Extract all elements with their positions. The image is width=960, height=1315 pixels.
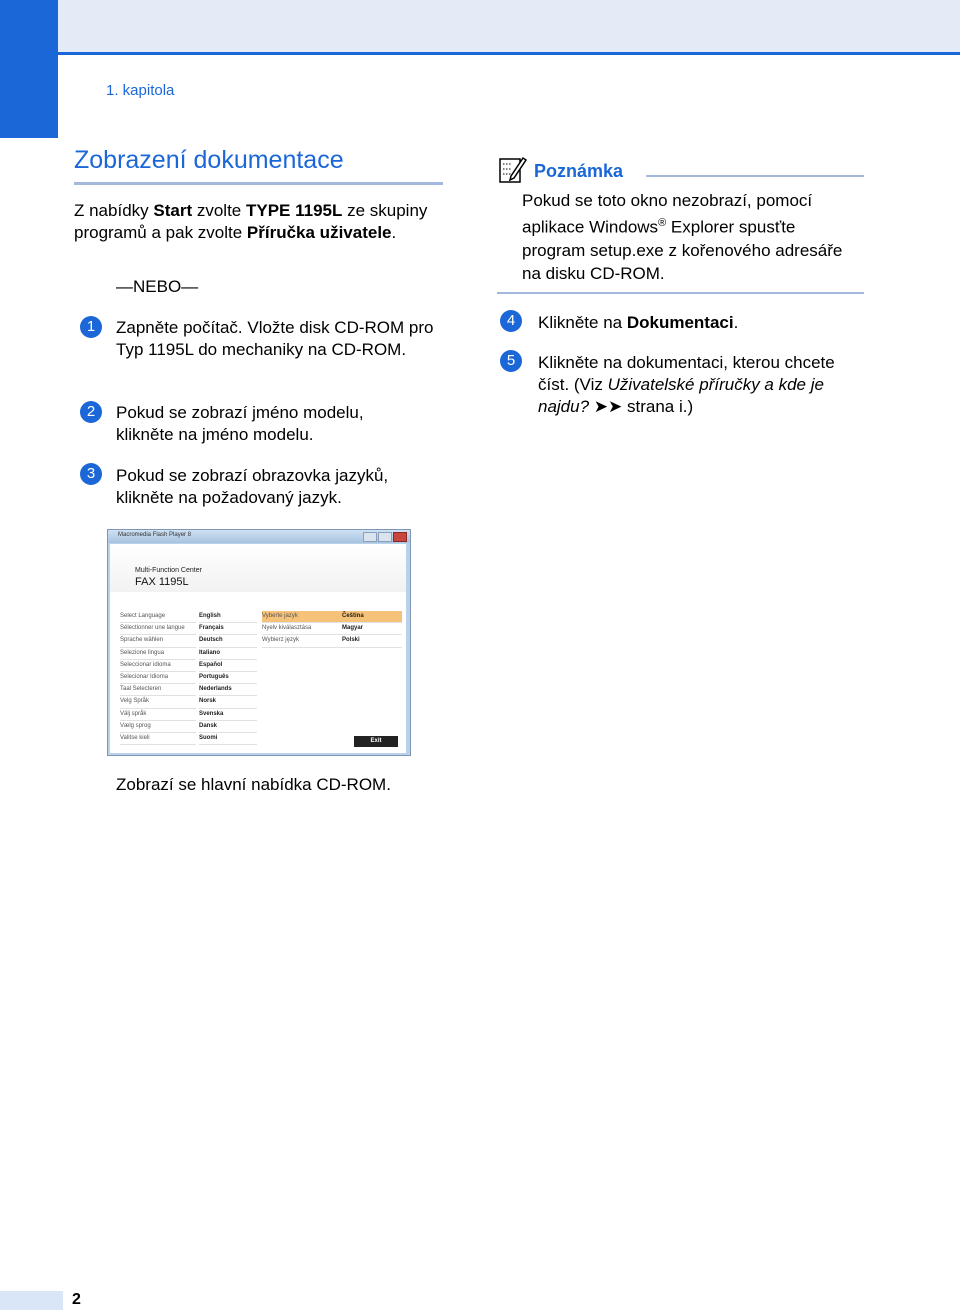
language-option-column: [199, 611, 257, 745]
language-option-column-2: [342, 611, 402, 648]
page-number: 2: [72, 1291, 81, 1308]
list-item: Sélectionner une langue: [120, 623, 196, 635]
list-item: Selezione lingua: [120, 648, 196, 660]
list-item: Välj språk: [120, 709, 196, 721]
language-option[interactable]: Português: [199, 672, 257, 684]
center-name: Multi-Function Center: [135, 567, 202, 574]
list-item: Seleccionar idioma: [120, 660, 196, 672]
close-icon: [393, 532, 407, 542]
language-option[interactable]: Deutsch: [199, 635, 257, 647]
minimize-icon: [363, 532, 377, 542]
language-option[interactable]: Français: [199, 623, 257, 635]
note-title: Poznámka: [534, 161, 624, 181]
language-option[interactable]: Español: [199, 660, 257, 672]
list-item: Valitse kieli: [120, 733, 196, 745]
section-title: Zobrazení dokumentace: [74, 146, 344, 174]
note-pencil-icon: [497, 154, 527, 184]
maximize-icon: [378, 532, 392, 542]
list-item: Select Language: [120, 611, 196, 623]
or-separator: —NEBO—: [116, 277, 199, 296]
language-option[interactable]: Norsk: [199, 696, 257, 708]
title-underline: [74, 182, 443, 185]
language-option[interactable]: Italiano: [199, 648, 257, 660]
step-number-4: 4: [500, 310, 522, 332]
list-item: Sprache wählen: [120, 635, 196, 647]
note-bottom-rule: [497, 292, 864, 294]
language-prompt-column-2: [262, 611, 345, 648]
list-item: Wybierz język: [262, 635, 345, 647]
language-prompt-column: [120, 611, 196, 745]
step-number-1: 1: [80, 316, 102, 338]
step-2-text: Pokud se zobrazí jméno modelu, klikněte na jméno modelu.: [116, 403, 364, 444]
chapter-label: 1. kapitola: [106, 82, 175, 99]
language-option[interactable]: Čeština: [342, 611, 402, 623]
note-body: Pokud se toto okno nezobrazí, pomocí aplikace Windows® Explorer spusťte program setup.exe z kořenového adresáře na disku CD-ROM.: [522, 191, 843, 283]
step-number-5: 5: [500, 350, 522, 372]
step-5-text: Klikněte na dokumentaci, kterou chcete číst. (Viz Uživatelské příručky a kde je najdu? ➤➤ strana i.): [538, 353, 835, 416]
header-band: [0, 0, 960, 53]
chapter-tab: [0, 0, 58, 138]
intro-paragraph: Z nabídky Start zvolte TYPE 1195L ze skupiny programů a pak zvolte Příručka uživatele.: [74, 201, 428, 242]
step-1-text: Zapněte počítač. Vložte disk CD-ROM pro Typ 1195L do mechaniky na CD-ROM.: [116, 318, 434, 359]
model-name: FAX 1195L: [135, 576, 189, 588]
result-caption: Zobrazí se hlavní nabídka CD-ROM.: [116, 775, 391, 794]
step-number-3: 3: [80, 463, 102, 485]
page-tab: [0, 1291, 63, 1310]
language-option[interactable]: English: [199, 611, 257, 623]
step-number-2: 2: [80, 401, 102, 423]
language-option[interactable]: Dansk: [199, 721, 257, 733]
language-option[interactable]: Magyar: [342, 623, 402, 635]
window-titlebar: [108, 530, 410, 543]
list-item: Vælg sprog: [120, 721, 196, 733]
header-rule: [58, 52, 960, 55]
exit-button[interactable]: Exit: [354, 736, 398, 747]
language-option[interactable]: Nederlands: [199, 684, 257, 696]
language-option[interactable]: Suomi: [199, 733, 257, 745]
window-client: [110, 544, 406, 753]
list-item: Taal Selecteren: [120, 684, 196, 696]
window-title: Macromedia Flash Player 8: [118, 532, 192, 538]
language-option[interactable]: Polski: [342, 635, 402, 647]
step-4-text: Klikněte na Dokumentaci.: [538, 313, 739, 332]
list-item: Nyelv kiválasztása: [262, 623, 345, 635]
window-controls: [363, 532, 407, 542]
step-3-text: Pokud se zobrazí obrazovka jazyků, klikněte na požadovaný jazyk.: [116, 466, 389, 507]
language-option[interactable]: Svenska: [199, 709, 257, 721]
list-item: Velg Språk: [120, 696, 196, 708]
language-selection-screenshot: [107, 529, 411, 756]
list-item: Vyberte jazyk: [262, 611, 345, 623]
note-top-rule: [646, 175, 864, 177]
list-item: Selecionar Idioma: [120, 672, 196, 684]
